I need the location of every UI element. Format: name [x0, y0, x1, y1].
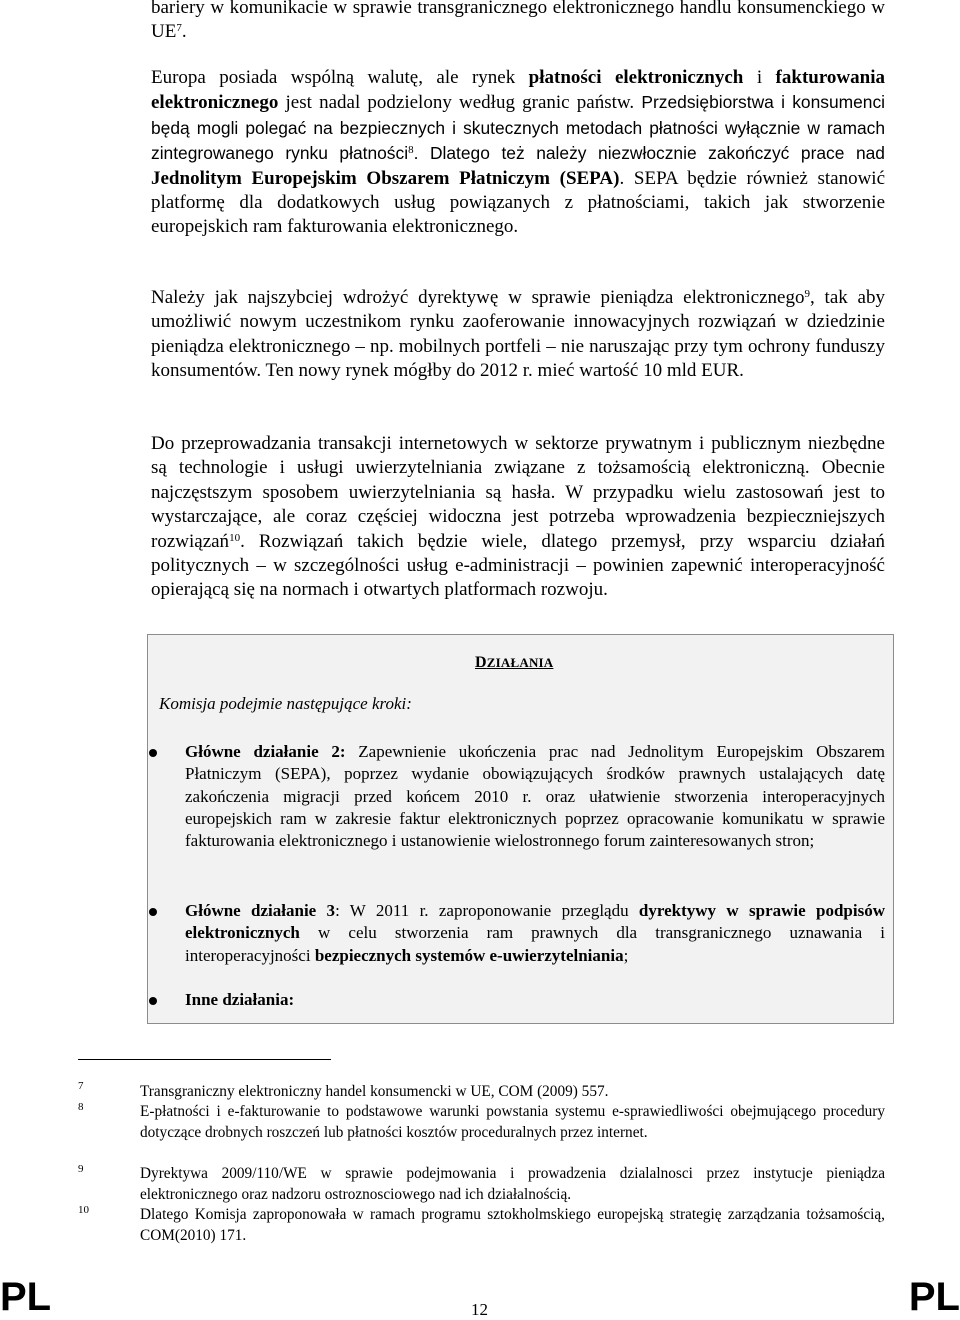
p2-s2: i [743, 67, 776, 88]
footnote-number-10: 10 [78, 1204, 89, 1216]
p2-sans-1: Przedsiębiorstwa i konsumenci będą mogli polegać na bezpiecznych i skutecznych metodach płatności wyłącznie w ramach zintegrowanego rynku płatności [151, 92, 886, 164]
action-item-3 [185, 989, 885, 1011]
p2-bold-1: płatności elektronicznych [528, 67, 744, 88]
footer-language-right: PL [908, 1275, 960, 1319]
bullet-icon [149, 997, 157, 1005]
action-item-1-text: Zapewnienie ukończenia prac nad Jednolitym Europejskim Obszarem Płatniczym (SEPA), poprzez wydanie obowiązujących środków prawnych ustalających datę zakończenia migracji przed końcem 2010 r. oraz ułatwienie stworzenia interoperacyjnych europejskich ram w zakresie faktur elektronicznych poprzez opracowanie komunikatu w sprawie fakturowania elektronicznego i ustanowienie wielostronnego forum zainteresowanych stron; [185, 742, 885, 851]
p2-s4: . SEPA będzie również stanowić platformę dla dodatkowych usług powiązanych z płatnościami, takich jak stworzenie europejskich ram fakturowania elektronicznego. [151, 167, 886, 238]
action-item-2-b2: bezpiecznych systemów e-uwierzytelniania [314, 945, 624, 965]
p1-text: bariery w komunikacie w sprawie transgranicznego elektronicznego handlu konsumenckiego w UE [151, 0, 885, 43]
action-item-2-t1: : W 2011 r. zaproponowanie przeglądu [335, 901, 639, 920]
action-item-1 [185, 741, 885, 852]
box-title-rest: ZIAŁANIA [486, 655, 554, 670]
page-number: 12 [471, 1300, 488, 1319]
p2-s1: Europa posiada wspólną walutę, ale rynek [151, 67, 529, 88]
footnote-number-9: 9 [78, 1163, 84, 1175]
footnote-ref-10[interactable]: 10 [229, 531, 241, 544]
action-item-2-label: Główne działanie 3 [185, 901, 336, 920]
bullet-icon [149, 908, 157, 916]
action-item-2-t3: ; [623, 945, 629, 965]
footnote-8: E-płatności i e-fakturowanie to podstawowe warunki powstania systemu e-sprawiedliwości obejmującego procedury dotyczące drobnych roszczeń lub płatności kosztów proceduralnych przez internet. [140, 1103, 885, 1141]
action-item-2-t2: w celu stworzenia ram prawnych dla transgranicznego uznawania i interoperacyjności [185, 923, 885, 965]
p4-s2: . Rozwiązań takich będzie wiele, dlatego przemysł, przy wsparciu działań politycznych – w szczególności usług e-administracji – powinien zapewnić interoperacyjność opierającą się na normach i otwartych platformach rozwoju. [151, 530, 885, 601]
p2-bold-2: fakturowania elektronicznego [151, 67, 885, 114]
footnote-ref-8[interactable]: 8 [408, 144, 414, 157]
p4-s1: Do przeprowadzania transakcji internetowych w sektorze prywatnym i publicznym niezbędne są technologie i usługi uwierzytelniania związane z tożsamością elektroniczną. Obecnie najczęstszym sposobem uwierzytelniania są hasła. W przypadku wielu zastosowań jest to wystarczające, ale coraz częściej widoczna jest potrzeba wprowadzenia bezpieczniejszych rozwiązań [151, 433, 885, 552]
p3-s1: Należy jak najszybciej wdrożyć dyrektywę w sprawie pieniądza elektronicznego [151, 287, 805, 308]
action-item-2 [185, 900, 885, 967]
footnote-number-8: 8 [78, 1101, 84, 1113]
actions-intro: Komisja podejmie następujące kroki: [159, 694, 412, 713]
action-item-2-b1: dyrektywy w sprawie podpisów elektronicznych [185, 901, 885, 943]
p2-s3: jest nadal podzielony według granic państw. [278, 92, 635, 114]
footnote-separator [78, 1059, 331, 1060]
paragraph-3 [151, 286, 885, 384]
paragraph-4 [151, 432, 885, 603]
footnote-10: Dlatego Komisja zaproponowała w ramach programu sztokholmskiego europejską strategię zarządzania tożsamością, COM(2010) 171. [140, 1206, 885, 1244]
p2-bold-3: Jednolitym Europejskim Obszarem Płatniczym (SEPA) [151, 167, 620, 189]
footer-language-left: PL [0, 1275, 52, 1319]
p2-sans-2: . Dlatego też należy niezwłocznie zakończyć prace nad [413, 143, 885, 164]
paragraph-1 [151, 0, 885, 45]
p1-end: . [181, 21, 187, 43]
paragraph-2 [151, 66, 885, 240]
footnote-9: Dyrektywa 2009/110/WE w sprawie podejmowania i prowadzenia dzialalnosci przez instytucje pieniądza elektronicznego oraz nadzoru ostroznosciowego nad ich działalnością. [140, 1165, 885, 1203]
bullet-icon [149, 749, 157, 757]
box-title-first: D [475, 654, 487, 671]
action-item-1-label: Główne działanie 2: [185, 742, 346, 761]
p3-s2: , tak aby umożliwić nowym uczestnikom rynku zaoferowanie innowacyjnych rozwiązań w dziedzinie pieniądza elektronicznego – np. mobilnych portfeli – nie naruszając przy tym ochrony funduszy konsumentów. Ten nowy rynek mógłby do 2012 r. mieć wartość 10 mld EUR. [151, 287, 885, 382]
footnote-ref-9[interactable]: 9 [804, 288, 810, 300]
actions-box-title [475, 654, 553, 672]
footnote-number-7: 7 [78, 1080, 84, 1092]
footnote-ref-7[interactable]: 7 [176, 22, 182, 35]
footnote-7: Transgraniczny elektroniczny handel konsumencki w UE, COM (2009) 557. [140, 1083, 609, 1100]
action-item-3-label: Inne działania: [185, 990, 295, 1009]
